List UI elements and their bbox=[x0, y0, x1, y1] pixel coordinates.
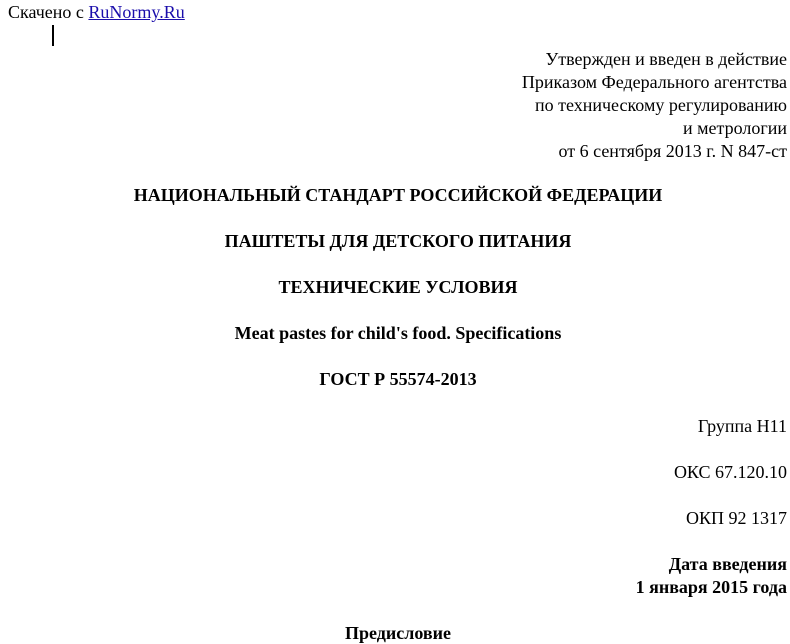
source-link[interactable]: RuNormy.Ru bbox=[88, 2, 185, 22]
oks-code: ОКС 67.120.10 bbox=[673, 462, 787, 482]
approval-line: и метрологии bbox=[683, 118, 787, 138]
approval-line: по техническому регулированию bbox=[534, 95, 787, 115]
standard-type-heading: НАЦИОНАЛЬНЫЙ СТАНДАРТ РОССИЙСКОЙ ФЕДЕРАЦИИ bbox=[133, 185, 663, 205]
document-subtitle: ТЕХНИЧЕСКИЕ УСЛОВИЯ bbox=[278, 277, 518, 297]
introduction-label: Дата введения bbox=[668, 554, 787, 574]
approval-block bbox=[522, 48, 787, 163]
preface-heading: Предисловие bbox=[345, 623, 451, 643]
document-title: ПАШТЕТЫ ДЛЯ ДЕТСКОГО ПИТАНИЯ bbox=[224, 231, 572, 251]
english-title: Meat pastes for child's food. Specifications bbox=[234, 323, 562, 343]
approval-line: Приказом Федерального агентства bbox=[521, 72, 787, 92]
source-prefix: Скачено с bbox=[8, 2, 89, 22]
approval-line: Утвержден и введен в действие bbox=[545, 49, 787, 69]
approval-line: от 6 сентября 2013 г. N 847-ст bbox=[558, 141, 787, 161]
text-cursor bbox=[52, 25, 54, 46]
okp-code: ОКП 92 1317 bbox=[685, 508, 787, 528]
introduction-date: 1 января 2015 года bbox=[635, 577, 787, 597]
standard-designation: ГОСТ Р 55574-2013 bbox=[319, 369, 477, 389]
source-line bbox=[8, 1, 185, 23]
group-code: Группа Н11 bbox=[697, 416, 787, 436]
